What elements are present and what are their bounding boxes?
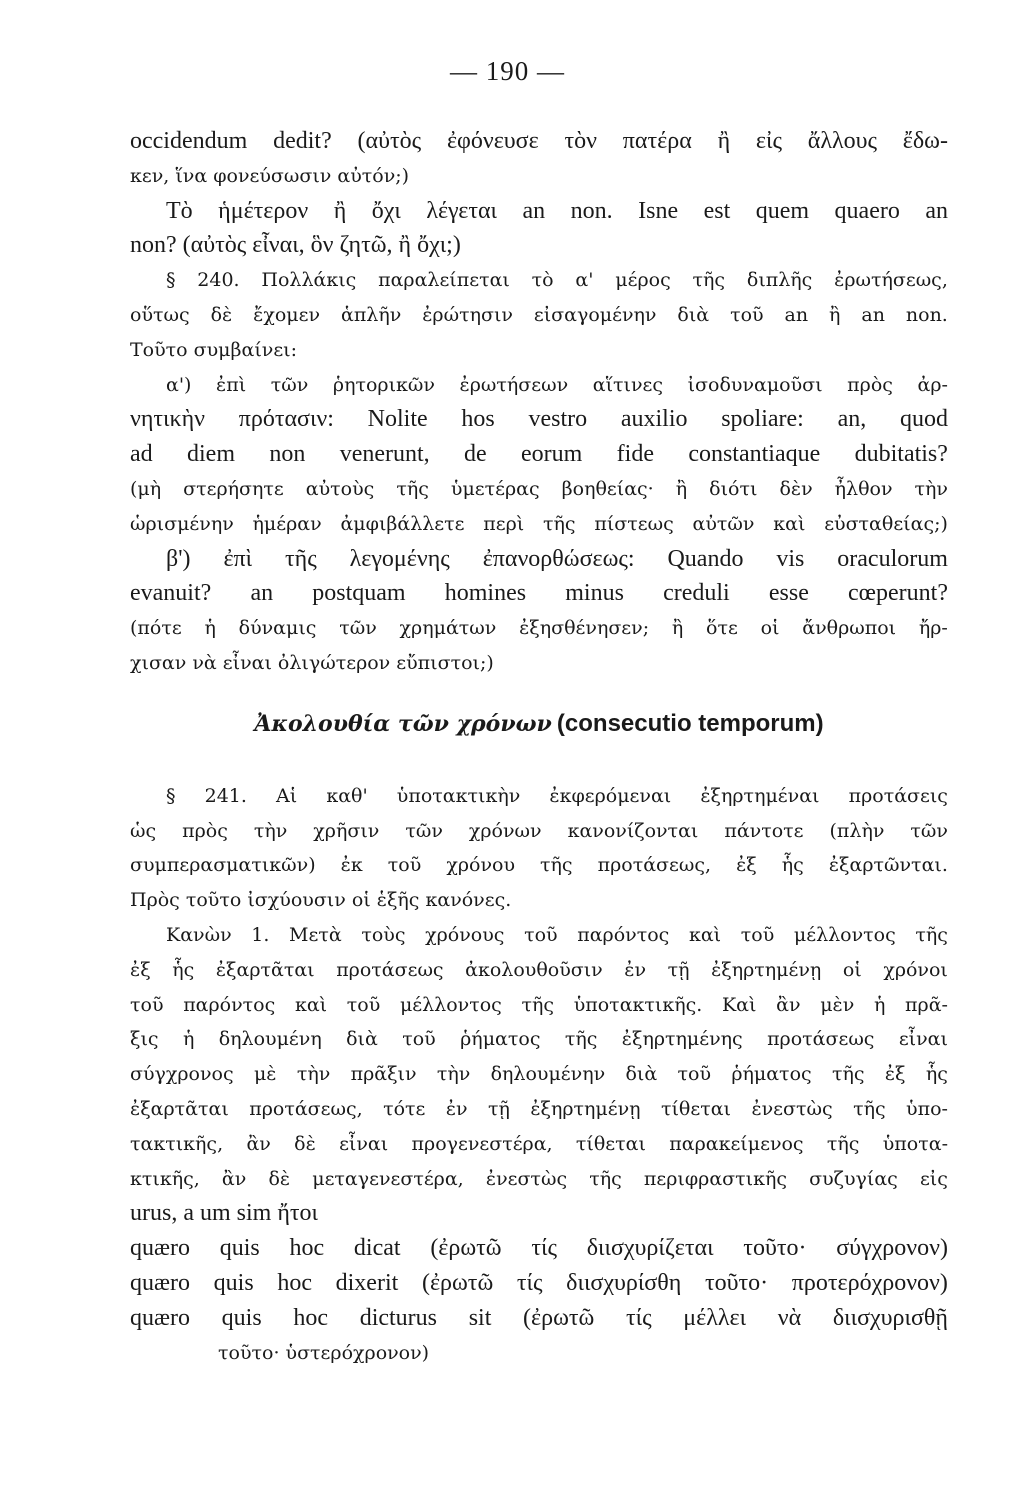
word: εὐσταθείας;) — [824, 512, 948, 535]
word: ἡ — [204, 617, 216, 640]
example-line — [130, 1266, 948, 1301]
word: ἧς — [925, 1063, 948, 1086]
word: ad — [130, 441, 153, 468]
word: an, — [837, 406, 867, 433]
word: καὶ — [294, 993, 328, 1016]
word: non. — [905, 303, 948, 326]
word: τοῦ — [740, 923, 775, 946]
word: ἐνεστὼς — [485, 1167, 568, 1190]
heading-greek: Ἀκολουθία τῶν χρόνων — [254, 710, 552, 737]
word: fide — [616, 441, 654, 468]
word: quaero — [834, 197, 900, 224]
word: χρόνους — [425, 923, 505, 946]
word: δὲ — [268, 1167, 291, 1190]
text-line — [130, 542, 948, 577]
word: ἰσοδυναμοῦσι — [687, 373, 823, 396]
word: μεταγενεστέρα, — [312, 1167, 464, 1190]
text-line — [130, 298, 948, 333]
word: Κανὼν — [166, 923, 232, 946]
word: ἐξ — [130, 958, 151, 981]
word: ἐξ — [884, 1063, 906, 1086]
word: dicat — [353, 1235, 401, 1262]
text-line: Τοῦτο συμβαίνει: — [130, 338, 298, 361]
word: τῆς — [396, 477, 429, 500]
word: postquam — [312, 580, 406, 607]
word: esse — [768, 580, 809, 607]
word: ὡς — [130, 819, 157, 842]
word: ἂν — [221, 1167, 247, 1190]
word: προτάσεως, — [597, 854, 712, 877]
word: ἡμέτερον — [218, 197, 309, 224]
word: τῆς — [564, 1028, 598, 1051]
word: ἐφόνευσε — [446, 128, 539, 154]
word: πρᾶ- — [905, 993, 948, 1016]
word: ἧς — [781, 854, 804, 877]
word: καὶ — [773, 512, 806, 535]
word: quis — [213, 1269, 254, 1296]
word: ἤρ- — [918, 617, 948, 640]
word: τῶν — [910, 819, 948, 842]
word: τὴν — [914, 477, 948, 500]
word: ἐξαρτᾶται — [130, 1097, 229, 1120]
word: μέλλοντος — [793, 923, 896, 946]
text-line: Πρὸς τοῦτο ἰσχύουσιν οἱ ἑξῆς κανόνες. — [130, 889, 512, 912]
word: λέγεται — [426, 197, 497, 224]
word: ἁπλῆν — [340, 303, 402, 326]
word: ὑποτακτικὴν — [396, 784, 521, 807]
rule-1-line — [130, 918, 948, 953]
word: ἦλθον — [834, 477, 893, 500]
word: τῶν — [405, 819, 443, 842]
page-number: — 190 — — [450, 56, 565, 86]
word: περὶ — [483, 512, 525, 535]
word: ὡρισμένην — [130, 512, 234, 535]
word: ἢ — [829, 303, 841, 326]
word: ἄλλους — [807, 128, 877, 154]
word: λεγομένης — [349, 545, 450, 572]
word: τοῦ — [402, 1028, 436, 1051]
word: μὲ — [253, 1063, 277, 1086]
word: ἐνεστὼς — [751, 1097, 833, 1120]
word: δηλουμένην — [490, 1063, 606, 1086]
word: τὴν — [436, 1063, 471, 1086]
word: an — [861, 303, 885, 326]
word: τὴν — [253, 819, 288, 842]
word: constantiaque — [688, 441, 821, 468]
word: α' — [575, 269, 594, 292]
word: τοῦ — [346, 993, 381, 1016]
word: Nolite — [367, 406, 428, 433]
word: (ἐρωτῶ — [421, 1269, 494, 1296]
word: προτερόχρονον) — [791, 1269, 948, 1296]
word: τοῦ — [730, 303, 764, 326]
word: τῇ — [667, 958, 690, 981]
word: quod — [899, 406, 948, 433]
word: συμπερασματικῶν) — [130, 854, 316, 877]
word: ὑποτακτικῆς. — [573, 993, 703, 1016]
word: οὕτως — [130, 303, 190, 326]
word: (αὐτὸς — [357, 128, 422, 154]
word: ἢ — [333, 197, 347, 224]
word: περιφραστικῆς — [643, 1167, 788, 1190]
word: ἐξηρτημένης — [621, 1028, 743, 1051]
example-line — [130, 1301, 948, 1336]
word: dedit? — [273, 128, 332, 154]
word: hos — [461, 406, 495, 433]
word: μέλλοντος — [399, 993, 502, 1016]
word: τοῦ — [387, 854, 422, 877]
word: α') — [166, 373, 192, 396]
word: τίθεται — [660, 1097, 732, 1120]
word: (μὴ — [130, 477, 162, 500]
text-line — [130, 437, 948, 472]
word: ἐρωτήσεων — [459, 373, 569, 396]
text-line — [130, 814, 948, 849]
word: συζυγίας — [809, 1167, 898, 1190]
word: ἐρώτησιν — [422, 303, 513, 326]
word: τῶν — [339, 617, 377, 640]
text-line — [130, 402, 948, 437]
word: Isne — [638, 197, 679, 224]
word: εἰς — [919, 1167, 948, 1190]
word: ἐξησθένησεν; — [519, 617, 650, 640]
word: oraculorum — [837, 545, 948, 572]
word: quis — [219, 1235, 260, 1262]
text-line — [130, 1162, 948, 1197]
word: evanuit? — [130, 580, 212, 607]
word: quæro — [130, 1304, 190, 1331]
word: κανονίζονται — [567, 819, 699, 842]
word: τῆς — [826, 1132, 860, 1155]
word: τὸν — [564, 128, 597, 154]
word: non. — [570, 197, 613, 224]
word: βοηθείας· — [561, 477, 654, 500]
word: μέλλει — [683, 1304, 747, 1331]
word: ἐξηρτημένῃ — [530, 1097, 641, 1120]
word: τὴν — [296, 1063, 331, 1086]
word: ἐν — [624, 958, 647, 981]
word: ἐπανορθώσεως: — [482, 545, 635, 572]
word: ῥητορικῶν — [332, 373, 435, 396]
word: δηλουμένη — [218, 1028, 322, 1051]
word: hoc — [293, 1304, 329, 1331]
word: παραλείπεται — [378, 269, 510, 292]
word: τοὺς — [361, 923, 406, 946]
word: ἔδω- — [902, 128, 948, 154]
word: dixerit — [335, 1269, 399, 1296]
word: χρόνοι — [883, 958, 948, 981]
word: διπλῆς — [746, 269, 813, 292]
word: δὲν — [779, 477, 813, 500]
word: ἂν — [246, 1132, 271, 1155]
word: τοῦτο· — [743, 1235, 807, 1262]
word: πρὸς — [847, 373, 893, 396]
text-line — [130, 576, 948, 611]
word: δύναμις — [238, 617, 317, 640]
word: σύγχρονον) — [836, 1235, 948, 1262]
word: Καὶ — [721, 993, 757, 1016]
text-line — [130, 953, 948, 988]
word: χρημάτων — [399, 617, 497, 640]
word: εἰσαγομένην — [533, 303, 657, 326]
text-line: urus, a um sim ἤτοι — [130, 1200, 318, 1227]
word: τίς — [531, 1235, 557, 1262]
word: ὑμετέρας — [450, 477, 540, 500]
word: non — [269, 441, 306, 468]
word: τοῦ — [524, 923, 558, 946]
word: προγενεστέρα, — [411, 1132, 553, 1155]
word: πατέρα — [622, 128, 692, 154]
word: στερήσητε — [183, 477, 284, 500]
text-line — [130, 1022, 948, 1057]
word: occidendum — [130, 128, 248, 154]
word: ἢ — [675, 477, 688, 500]
word: diem — [187, 441, 235, 468]
word: ἐκ — [340, 854, 363, 877]
word: quis — [221, 1304, 262, 1331]
word: ἐν — [445, 1097, 468, 1120]
word: εἶναι — [898, 1028, 948, 1051]
word: ὑποτα- — [882, 1132, 948, 1155]
word: ἐξαρτᾶται — [215, 958, 315, 981]
word: 1. — [251, 923, 270, 946]
word: νὰ — [777, 1304, 802, 1331]
text-line — [130, 1092, 948, 1127]
word: Πολλάκις — [261, 269, 357, 292]
word: διισχυρίσθη — [566, 1269, 682, 1296]
word: πρότασιν: — [238, 406, 334, 433]
word: ἡ — [182, 1028, 195, 1051]
word: hoc — [277, 1269, 312, 1296]
word: διότι — [709, 477, 758, 500]
word: (πλὴν — [829, 819, 885, 842]
word: τῶν — [270, 373, 309, 396]
word: τῆς — [543, 512, 576, 535]
word: καὶ — [688, 923, 722, 946]
word: ὑπο- — [906, 1097, 948, 1120]
section-240-line — [130, 263, 948, 298]
text-line — [130, 194, 948, 229]
word: an — [250, 580, 274, 607]
word: τῆς — [853, 1097, 886, 1120]
text-line — [130, 368, 948, 403]
word: ὅτε — [706, 617, 738, 640]
word: dubitatis? — [854, 441, 948, 468]
word: an — [925, 197, 948, 224]
word: homines — [444, 580, 527, 607]
word: μὲν — [820, 993, 855, 1016]
word: hoc — [289, 1235, 325, 1262]
word: ἧς — [172, 958, 195, 981]
word: προτάσεως — [336, 958, 444, 981]
word: quæro — [130, 1269, 190, 1296]
word: § — [166, 784, 176, 807]
word: spoliare: — [721, 406, 804, 433]
word: (πότε — [130, 617, 182, 640]
text-line — [130, 124, 948, 159]
word: τῆς — [692, 269, 726, 292]
word: τίς — [626, 1304, 652, 1331]
word: ἀμφιβάλλετε — [340, 512, 465, 535]
word: τοῦτο· — [704, 1269, 769, 1296]
word: Quando — [667, 545, 744, 572]
word: χρῆσιν — [313, 819, 380, 842]
word: πίστεως — [594, 512, 674, 535]
word: ἐξ — [736, 854, 757, 877]
word: διὰ — [346, 1028, 378, 1051]
text-line — [130, 1127, 948, 1162]
word: διισχυρισθῇ — [832, 1304, 948, 1331]
word: τῆς — [285, 545, 317, 572]
word: quæro — [130, 1235, 190, 1262]
word: διὰ — [625, 1063, 658, 1086]
word: ἀρ- — [917, 373, 948, 396]
word: ἐπὶ — [216, 373, 247, 396]
word: δὲ — [294, 1132, 316, 1155]
word: τῆς — [915, 923, 948, 946]
word: cœperunt? — [848, 580, 948, 607]
word: ἡμέραν — [252, 512, 322, 535]
word: minus — [565, 580, 624, 607]
word: τίθεται — [575, 1132, 646, 1155]
text-line — [130, 1057, 948, 1092]
word: ξις — [130, 1028, 159, 1051]
word: ἀκολουθοῦσιν — [465, 958, 603, 981]
word: διὰ — [677, 303, 710, 326]
word: ἐπὶ — [223, 545, 253, 572]
text-line — [130, 507, 948, 542]
word: quem — [755, 197, 810, 224]
word: διισχυρίζεται — [586, 1235, 714, 1262]
word: εἰς — [755, 128, 782, 154]
text-line — [130, 848, 948, 883]
word: (ἐρωτῶ — [430, 1235, 502, 1262]
word: est — [703, 197, 731, 224]
word: αὐτοὺς — [305, 477, 375, 500]
word: πρὸς — [182, 819, 228, 842]
word: (ἐρωτῶ — [523, 1304, 595, 1331]
word: τῆς — [831, 1063, 865, 1086]
text-line: χισαν νὰ εἶναι ὀλιγώτερον εὔπιστοι;) — [130, 651, 494, 674]
word: τακτικῆς, — [130, 1132, 224, 1155]
word: οἱ — [842, 958, 862, 981]
text-body — [130, 124, 948, 1370]
word: Μετὰ — [289, 923, 342, 946]
word: an — [784, 303, 809, 326]
section-241-line — [130, 779, 948, 814]
word: εἶναι — [339, 1132, 389, 1155]
text-line: non? (αὐτὸς εἶναι, ὃν ζητῶ, ἢ ὄχι;) — [130, 232, 461, 259]
word: νητικὴν — [130, 406, 205, 433]
word: Τὸ — [166, 197, 193, 224]
word: 241. — [204, 784, 247, 807]
word: ῥήματος — [731, 1063, 812, 1086]
word: § — [166, 269, 176, 292]
word: προτάσεως, — [249, 1097, 363, 1120]
word: τῆς — [540, 854, 573, 877]
word: σύγχρονος — [130, 1063, 234, 1086]
word: χρόνου — [446, 854, 515, 877]
word: Αἱ — [276, 784, 298, 807]
heading-latin: (consecutio temporum) — [556, 709, 824, 737]
word: de — [464, 441, 487, 468]
word: πρᾶξιν — [350, 1063, 417, 1086]
word: β') — [166, 545, 191, 572]
word: auxilio — [620, 406, 688, 433]
text-line — [130, 988, 948, 1023]
word: παρόντος — [183, 993, 276, 1016]
word: αἵτινες — [592, 373, 664, 396]
word: δὲ — [210, 303, 233, 326]
word: ἄνθρωποι — [802, 617, 897, 640]
word: τῆς — [521, 993, 555, 1016]
word: eorum — [521, 441, 583, 468]
text-line: κεν, ἵνα φονεύσωσιν αὐτόν;) — [130, 164, 410, 187]
word: κτικῆς, — [130, 1167, 200, 1190]
word: 240. — [197, 269, 240, 292]
word: ἂν — [776, 993, 801, 1016]
word: οἱ — [760, 617, 780, 640]
word: πάντοτε — [724, 819, 804, 842]
word: ἐκφερόμεναι — [549, 784, 672, 807]
word: τῇ — [487, 1097, 510, 1120]
word: τῆς — [589, 1167, 622, 1190]
word: creduli — [663, 580, 730, 607]
word: τίς — [516, 1269, 543, 1296]
word: ἔχομεν — [253, 303, 321, 326]
word: ἡ — [873, 993, 886, 1016]
word: προτάσεις — [848, 784, 948, 807]
word: αὐτῶν — [692, 512, 755, 535]
word: ὄχι — [371, 197, 401, 224]
word: venerunt, — [339, 441, 430, 468]
word: ἐξηρτημένῃ — [711, 958, 822, 981]
word: ἐξηρτημέναι — [700, 784, 820, 807]
word: παρακείμενος — [669, 1132, 804, 1155]
word: an — [522, 197, 546, 224]
word: τοῦ — [677, 1063, 712, 1086]
word: ἐξαρτῶνται. — [828, 854, 948, 877]
word: ἢ — [671, 617, 684, 640]
word: vis — [776, 545, 805, 572]
word: καθ' — [326, 784, 368, 807]
word: τὸ — [531, 269, 554, 292]
word: χρόνων — [468, 819, 542, 842]
word: τότε — [383, 1097, 426, 1120]
word: sit — [468, 1304, 492, 1331]
word: ἢ — [717, 128, 731, 154]
word: ἐρωτήσεως, — [834, 269, 948, 292]
word: τοῦ — [130, 993, 164, 1016]
word: παρόντος — [577, 923, 670, 946]
example-line — [130, 1231, 948, 1266]
word: ῥήματος — [460, 1028, 541, 1051]
text-line — [130, 611, 948, 646]
word: dicturus — [359, 1304, 438, 1331]
word: προτάσεως — [767, 1028, 875, 1051]
section-heading — [130, 689, 948, 759]
word: vestro — [528, 406, 588, 433]
example-line: τοῦτο· ὑστερόχρονον) — [218, 1341, 430, 1364]
word: μέρος — [615, 269, 671, 292]
text-line — [130, 472, 948, 507]
